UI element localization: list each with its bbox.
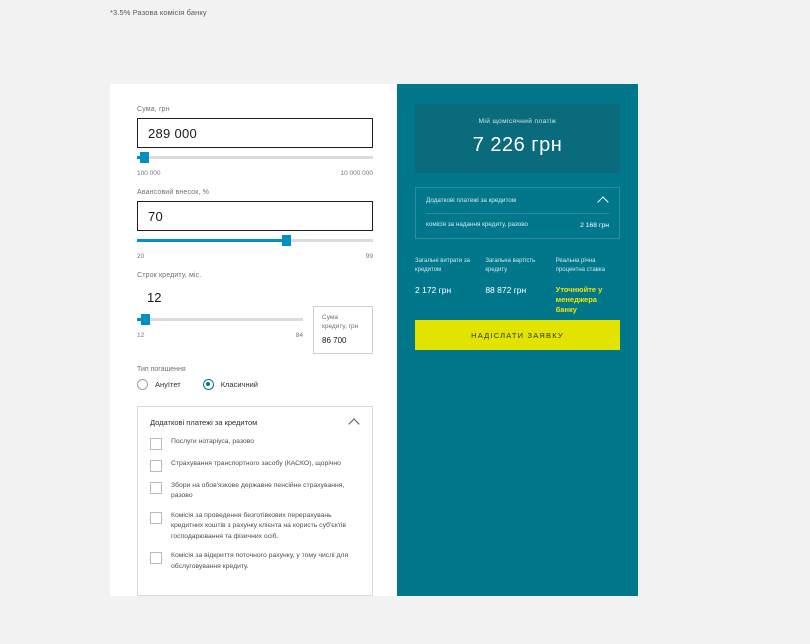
monthly-payment-card xyxy=(415,104,620,173)
stat-apr xyxy=(556,257,620,315)
calculator-form xyxy=(110,84,397,596)
checkbox-item[interactable] xyxy=(150,551,360,572)
stat-apr-value[interactable]: Уточнюйте у менеджера банку xyxy=(555,284,603,315)
summary-extra-row-value: 2 168 грн xyxy=(580,221,609,229)
radio-annuity-label: Ануїтет xyxy=(155,379,181,389)
term-slider[interactable] xyxy=(137,314,303,330)
chevron-up-icon[interactable] xyxy=(598,197,609,204)
amount-field xyxy=(137,106,373,177)
summary-extra-payments[interactable] xyxy=(415,187,620,239)
submit-application-button[interactable]: НАДІСЛАТИ ЗАЯВКУ xyxy=(415,320,620,350)
checkbox-item[interactable] xyxy=(150,511,360,543)
downpayment-min: 20 xyxy=(137,253,145,260)
downpayment-slider-thumb[interactable] xyxy=(282,235,291,246)
amount-min: 100 000 xyxy=(137,170,161,177)
term-range xyxy=(137,332,303,339)
term-field xyxy=(137,272,373,354)
checkbox-account-open-fee[interactable] xyxy=(150,552,162,564)
downpayment-label: Авансовий внесок, % xyxy=(137,189,209,196)
downpayment-slider-fill xyxy=(137,239,286,242)
checkbox-pension[interactable] xyxy=(150,482,162,494)
stat-total-credit-cost-value: 88 872 грн xyxy=(485,284,527,295)
footnote: *3.5% Разова комісія банку xyxy=(110,8,207,17)
term-slider-thumb[interactable] xyxy=(141,314,150,325)
checkbox-item[interactable] xyxy=(150,459,360,472)
checkbox-kasko-label: Страхування транспортного засобу (КАСКО), щорічно xyxy=(171,459,341,467)
amount-slider-thumb[interactable] xyxy=(140,152,149,163)
term-min: 12 xyxy=(137,332,145,339)
amount-value: 289 000 xyxy=(148,125,198,141)
downpayment-range xyxy=(137,253,373,260)
downpayment-field xyxy=(137,189,373,260)
checkbox-account-open-fee-label: Комісія за відкриття поточного рахунку, у тому числі для обслуговування кредиту. xyxy=(171,552,349,570)
downpayment-input[interactable] xyxy=(137,201,373,231)
extra-payments-accordion[interactable] xyxy=(137,406,373,597)
summary-stats xyxy=(415,257,620,315)
downpayment-max: 99 xyxy=(365,253,373,260)
credit-calculator xyxy=(110,84,638,596)
chevron-up-icon[interactable] xyxy=(349,419,360,426)
radio-classic[interactable] xyxy=(203,379,258,390)
amount-input[interactable] xyxy=(137,118,373,148)
checkbox-item[interactable] xyxy=(150,481,360,502)
downpayment-slider[interactable] xyxy=(137,235,373,251)
summary-extra-row xyxy=(426,213,609,238)
stat-apr-label: Реальна річна процентна ставка xyxy=(555,257,605,273)
stat-total-credit-cost xyxy=(485,257,549,315)
downpayment-value: 70 xyxy=(148,208,164,224)
credit-sum-box xyxy=(313,306,373,354)
amount-range xyxy=(137,170,373,177)
radio-annuity[interactable] xyxy=(137,379,181,390)
amount-label: Сума, грн xyxy=(137,106,170,113)
term-input[interactable] xyxy=(137,284,303,310)
stat-total-credit-cost-label: Загальна вартість кредиту xyxy=(485,257,536,273)
stat-total-costs xyxy=(415,257,479,315)
term-value: 12 xyxy=(147,289,162,305)
repayment-type-label: Тип погашення xyxy=(137,365,186,373)
checkbox-kasko[interactable] xyxy=(150,460,162,472)
amount-max: 10 000 000 xyxy=(340,170,373,177)
extra-payments-title: Додаткові платежі за кредитом xyxy=(150,417,258,427)
monthly-payment-label: Мій щомісячний платіж xyxy=(478,118,557,125)
credit-sum-value: 86 700 xyxy=(322,335,347,345)
checkbox-transfer-fee[interactable] xyxy=(150,512,162,524)
amount-slider-track xyxy=(137,156,373,159)
stat-total-costs-value: 2 172 грн xyxy=(415,284,452,295)
extra-payments-header[interactable] xyxy=(150,418,360,427)
stat-total-costs-label: Загальні витрати за кредитом xyxy=(415,257,470,273)
term-slider-track xyxy=(137,318,303,321)
term-label: Строк кредиту, міс. xyxy=(137,272,202,279)
amount-slider[interactable] xyxy=(137,152,373,168)
credit-sum-label: Сума кредиту, грн xyxy=(322,314,359,330)
summary-extra-title: Додаткові платежі за кредитом xyxy=(426,197,517,204)
term-max: 84 xyxy=(295,332,303,339)
summary-extra-header[interactable] xyxy=(426,197,609,204)
checkbox-notary-label: Послуги нотаріуса, разово xyxy=(171,437,254,445)
monthly-payment-value: 7 226 грн xyxy=(472,134,563,156)
radio-annuity-icon xyxy=(137,379,148,390)
repayment-type-field xyxy=(137,366,373,390)
radio-classic-icon xyxy=(203,379,214,390)
summary-panel xyxy=(397,84,638,596)
checkbox-pension-label: Збори на обов'язкове державне пенсійне страхування, разово xyxy=(171,481,345,500)
checkbox-item[interactable] xyxy=(150,437,360,450)
radio-classic-label: Класичний xyxy=(220,379,258,389)
summary-extra-row-label: комісія за надання кредиту, разово xyxy=(426,221,528,228)
checkbox-notary[interactable] xyxy=(150,438,162,450)
checkbox-transfer-fee-label: Комісія за проведення безготівкових перерахувань кредитних коштів з рахунку клієнта на користь суб'єктів господарювання та фізичних осіб. xyxy=(171,511,346,540)
